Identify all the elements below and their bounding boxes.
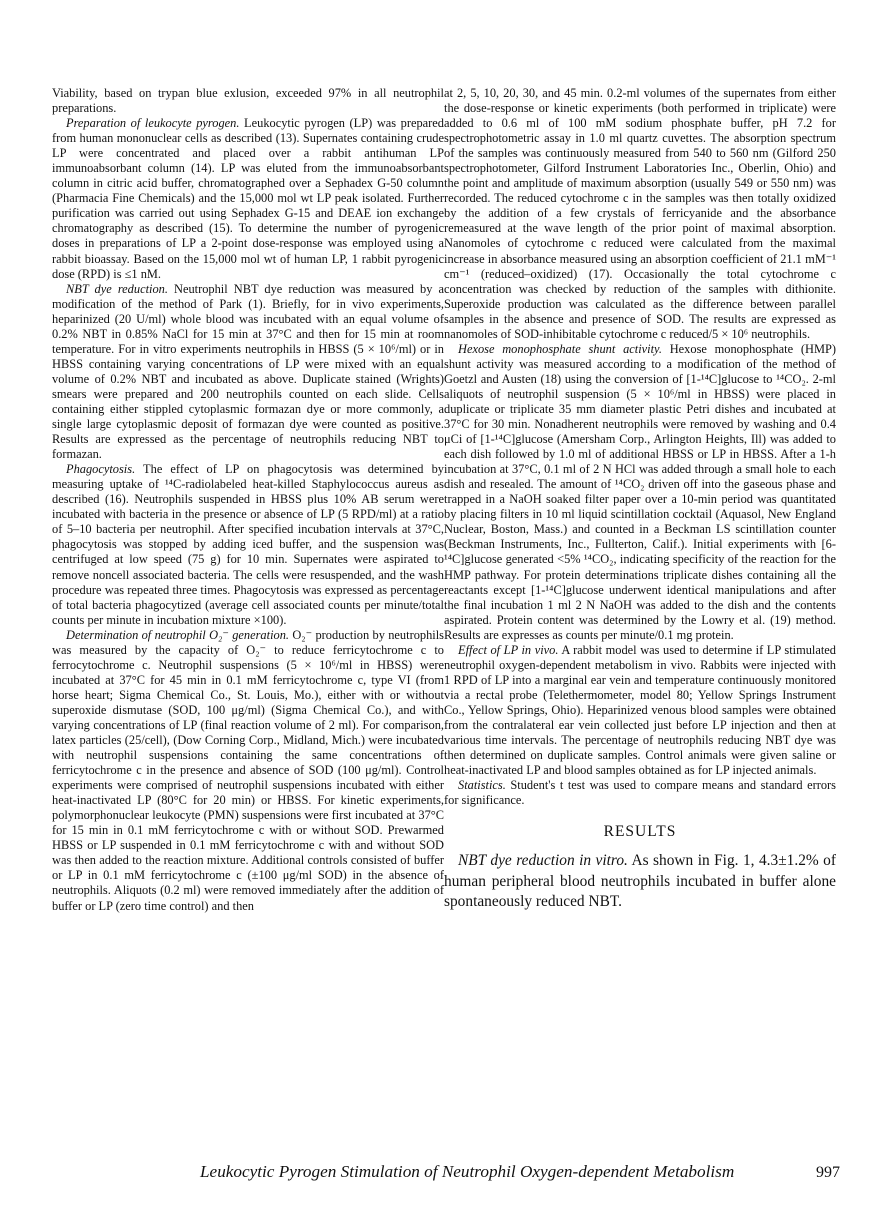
paragraph xyxy=(444,342,836,643)
paragraph-text: Hexose monophosphate (HMP) shunt activity was measured according to a modification of the method of Goetzl and Austen (18) using the conversion of [1-¹⁴C]glucose to ¹⁴CO₂. 2-ml aliquots of neutrophil suspension (5 × 10⁶/ml in HBSS) were placed in duplicate or triplicate 35 mm diameter plastic Petri dishes and incubated at 37°C for 30 min. Nonadherent neutrophils were removed by washing and 0.4 μCi of [1-¹⁴C]glucose (Amersham Corp., Arlington Heights, Ill) was added to each dish followed by 1.0 ml of additional HBSS or LP in HBSS. After a 1-h incubation at 37°C, 0.1 ml of 2 N HCl was added through a small hole to each dish and resealed. The amount of ¹⁴CO₂ driven off into the gaseous phase and trapped in a NaOH soaked filter paper over a 10-min period was quantitated by placing filters in 10 ml liquid scintillation cocktail (Aquasol, New England Nuclear, Boston, Mass.) and counted in a Beckman LS scintillation counter (Beckman Instruments, Inc., Fullterton, Calif.). Initial experiments with [6-¹⁴C]glucose generated <5% ¹⁴CO₂, indicating specificity of the reaction for the HMP pathway. For protein determinations triplicate dishes containing all the reactants except [1-¹⁴C]glucose underwent identical manipulations and after the final incubation 1 ml 2 N NaOH was added to the dish and the contents aspirated. Protein content was determined by the Lowry et al. (19) method. Results are expresses as counts per minute/0.1 mg protein. xyxy=(444,341,836,642)
paragraph-text: Leukocytic pyrogen (LP) was prepared from human mononuclear cells as described (13). Supernates containing crude LP were concentrated and placed over a rabbit antihuman LP immunoabsorbant column (14). LP was eluted from the immunoabsorbant column in citric acid buffer, chromatographed over a Sephadex G-50 column (Pharmacia Fine Chemicals) and the 15,000 mol wt LP peak isolated. Further purification was carried out using Sephadex G-15 and DEAE ion exchange chromatography as described (15). To determine the number of pyrogenic doses in preparations of LP a 2-point dose-response was employed using a rabbit bioassay. Based on the 15,000 mol wt of human LP, 1 rabbit pyrogenic dose (RPD) is ≤1 nM. xyxy=(52,116,444,281)
section-heading: Preparation of leukocyte pyrogen. xyxy=(66,116,240,131)
paragraph-text: O₂⁻ production by neutrophils was measured by the capacity of O₂⁻ to reduce ferricytochrome c to ferrocytochrome c. Neutrophil suspensions (5 × 10⁶/ml in HBSS) were incubated at 37°C for 45 min in 0.1 mM ferricytochrome c, type VI (from horse heart; Sigma Chemical Co., St. Louis, Mo.), either with or without superoxide dismutase (SOD, 100 μg/ml) (Sigma Chemical Co.), and with varying concentrations of LP (final reaction volume of 2 ml). For comparison, latex particles (25/cell), (Dow Corning Corp., Midland, Mich.) were incubated with neutrophil suspensions containing the same concentrations of ferricytochrome c in the presence and absence of SOD (100 μg/ml). Control experiments were comprised of neutrophil suspensions incubated with either heat-inactivated LP (80°C for 20 min) or HBSS. For kinetic experiments, polymorphonuclear leukocyte (PMN) suspensions were first incubated at 37°C for 15 min in 0.1 mM ferricytochrome c with or without SOD. Prewarmed HBSS or LP suspended in 0.1 mM ferricytochrome c with and without SOD was then added to the reaction mixture. Additional controls consisted of buffer or LP in 0.1 mM ferricytochrome c (±100 μg/ml SOD) in the absence of neutrophils. Aliquots (0.2 ml) were removed immediately after the addition of buffer or LP (zero time control) and then xyxy=(52,627,444,913)
paragraph xyxy=(444,86,836,342)
paragraph-text: at 2, 5, 10, 20, 30, and 45 min. 0.2-ml volumes of the supernates from either the dose-response or kinetic experiments (both performed in triplicate) were added to 0.6 ml of 100 mM sodium phosphate buffer, pH 7.2 for spectrophotometric assay in 1.0 ml quartz cuvettes. The absorption spectrum of the samples was continuously measured from 540 to 560 nm (Gilford 250 spectrophotometer, Gilford Instrument Laboratories Inc., Oberlin, Ohio) and the point and amplitude of maximum absorption (usually 549 or 550 nm) was recorded. The reduced cytochrome c in the samples was then totally oxidized by the addition of a few crystals of ferricyanide and the absorbance remeasured at the wave length of the prior point of maximal absorption. Nanomoles of cytochrome c reduced were calculated from the maximal increase in absorbance measured using an absorption coefficient of 21.1 mM⁻¹ cm⁻¹ (reduced–oxidized) (17). Occasionally the total cytochrome c concentration was checked by reduction of the samples with dithionite. Superoxide production was calculated as the difference between parallel samples in the absence and presence of SOD. The results are expressed as nanomoles of SOD-inhibitable cytochrome c reduced/5 × 10⁶ neutrophils. xyxy=(444,86,836,341)
paragraph xyxy=(52,282,444,463)
paragraph xyxy=(52,116,444,282)
paragraph-text: The effect of LP on phagocytosis was determined by measuring uptake of ¹⁴C-radiolabeled heat-killed Staphylococcus aureus as described (16). Neutrophils suspended in HBSS plus 10% AB serum were incubated with bacteria in the presence or absence of LP (5 RPD/ml) at a ratio of 5–10 bacteria per neutrophil. After specified incubation intervals at 37°C, phagocytosis was stopped by adding iced buffer, and the suspension was centrifuged at low speed (75 g) for 10 min. Supernates were aspirated to remove noncell associated bacteria. The cells were resuspended, and the wash procedure was repeated three times. Phagocytosis was expressed as percentage of total bacteria phagocytized (average cell associated counts per minute/total counts per minute in incubation mixture ×100). xyxy=(52,462,444,627)
paragraph xyxy=(52,86,444,116)
paragraph-text: Student's t test was used to compare means and standard errors for significance. xyxy=(444,778,836,808)
page-footer xyxy=(200,1162,840,1182)
section-heading: Statistics. xyxy=(458,778,506,793)
section-heading: Phagocytosis. xyxy=(66,462,136,477)
paragraph-text: Viability, based on trypan blue exlusion, exceeded 97% in all neutrophil preparations. xyxy=(52,86,444,116)
paragraph-text: As shown in Fig. 1, 4.3±1.2% of human peripheral blood neutrophils incubated in buffer alone spontaneously reduced NBT. xyxy=(444,852,836,911)
paragraph-text: A rabbit model was used to determine if LP stimulated neutrophil oxygen-dependent metabolism in vivo. Rabbits were injected with 1 RPD of LP into a marginal ear vein and temperature continuously monitored via a rectal probe (Telethermometer, model 80; Yellow Springs Instrument Co., Yellow Springs, Ohio). Heparinized venous blood samples were obtained from the contralateral ear vein collected just before LP injection and then at various time intervals. The percentage of neutrophils reducing NBT dye was then determined on duplicate samples. Control animals were given saline or heat-inactivated LP and blood samples obtained as for LP injected animals. xyxy=(444,642,836,778)
paragraph-text: Neutrophil NBT dye reduction was measured by a modification of the method of Park (1). Briefly, for in vivo experiments, heparinized (20 U/ml) whole blood was incubated with an equal volume of 0.2% NBT in 0.85% NaCl for 15 min at 37°C and then for 15 min at room temperature. For in vitro experiments neutrophils in HBSS (5 × 10⁶/ml) or in HBSS containing varying concentrations of LP were mixed with an equal volume of 0.2% NBT and incubated as above. Duplicate stained (Wrights) smears were prepared and 200 neutrophils counted on each slide. Cells containing either stippled cytoplasmic formazan dye or more commonly, a single large cytoplasmic deposit of formazan dye were counted as positive. Results are expressed as the percentage of neutrophils reducing NBT to formazan. xyxy=(52,281,445,462)
left-column xyxy=(52,86,444,914)
paragraph xyxy=(444,778,836,808)
page-number: 997 xyxy=(816,1164,840,1181)
results-paragraph xyxy=(444,851,836,913)
running-title: Leukocytic Pyrogen Stimulation of Neutrophil Oxygen-dependent Metabolism xyxy=(200,1162,735,1181)
section-heading: Hexose monophosphate shunt activity. xyxy=(458,341,662,356)
section-heading: NBT dye reduction. xyxy=(66,281,168,296)
section-heading: Determination of neutrophil O₂⁻ generation. xyxy=(66,627,289,642)
paragraph xyxy=(52,628,444,914)
paragraph xyxy=(52,462,444,628)
section-heading: Effect of LP in vivo. xyxy=(458,642,559,657)
paragraph xyxy=(444,643,836,778)
right-column xyxy=(444,86,836,913)
section-heading: NBT dye reduction in vitro. xyxy=(458,852,628,870)
results-heading: RESULTS xyxy=(603,823,677,841)
